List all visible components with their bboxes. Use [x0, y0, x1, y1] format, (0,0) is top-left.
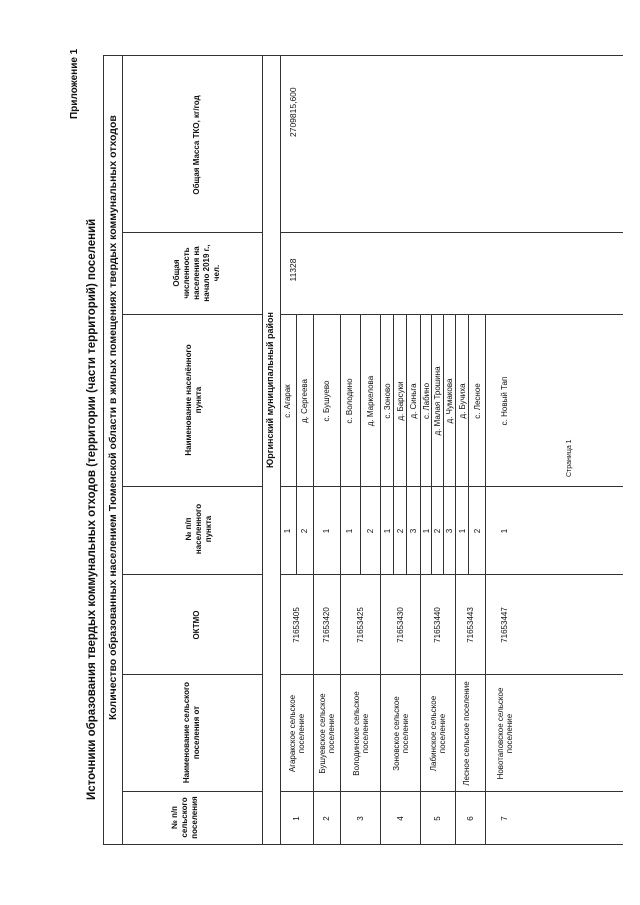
point-num: 2: [396, 528, 405, 534]
row-num: 6: [466, 816, 475, 821]
row-num: 1: [292, 816, 301, 821]
point-name: д. Малая Трошина: [433, 366, 442, 436]
row-num: 3: [356, 816, 365, 821]
point-name: с. Лабино: [422, 382, 431, 420]
row-name: Лабинское сельское поселение: [429, 695, 447, 772]
row-name: Володинское сельское поселение: [352, 691, 370, 776]
point-num: 2: [300, 528, 309, 534]
point-name: д. Чумакова: [445, 378, 454, 424]
row-oktmo: 71653440: [433, 607, 442, 643]
header-settlement: Наименование населённого пункта: [184, 344, 203, 456]
point-name: д. Сергеева: [300, 378, 309, 424]
row-name: Бушуевское сельское поселение: [318, 693, 336, 774]
district-name: Юргинский муниципальный район: [265, 312, 275, 468]
point-num: 1: [458, 528, 467, 534]
point-name: д. Барсуки: [396, 381, 405, 421]
population-total: 11328: [288, 258, 298, 282]
row-oktmo: 71653420: [322, 607, 331, 643]
header-population: Общая численность населения на начало 2019 г., чел.: [172, 244, 221, 302]
row-oktmo: 71653447: [500, 607, 509, 643]
point-num: 1: [345, 528, 354, 534]
header-mass: Общая Масса ТКО, кг/год: [192, 95, 201, 195]
point-num: 1: [422, 528, 431, 534]
row-num: 2: [322, 816, 331, 821]
row-oktmo: 71653405: [292, 607, 301, 643]
point-num: 2: [366, 528, 375, 534]
row-oktmo: 71653425: [356, 607, 365, 643]
row-name: Лесное сельское поселение: [462, 681, 471, 786]
point-name: с. Лесное: [473, 383, 482, 419]
point-name: д. Синьга: [409, 383, 418, 419]
row-num: 7: [500, 816, 509, 821]
point-num: 1: [500, 528, 509, 534]
header-point-num: № п/п населенного пункта: [184, 503, 213, 555]
point-num: 3: [409, 528, 418, 534]
page-footer: Страница 1: [566, 439, 573, 477]
point-name: с. Бушуево: [322, 380, 331, 422]
point-name: д. Маркелова: [366, 375, 375, 427]
row-name: Агаракское сельское поселение: [288, 694, 306, 773]
row-name: Зоновское сельское поселение: [392, 696, 410, 771]
header-num: № п/п сельского поселения: [170, 796, 199, 839]
point-name: с. Володино: [345, 378, 354, 424]
row-num: 4: [396, 816, 405, 821]
point-num: 2: [473, 528, 482, 534]
point-num: 2: [433, 528, 442, 534]
point-name: с. Агарак: [283, 384, 292, 418]
row-oktmo: 71653430: [396, 607, 405, 643]
point-num: 1: [322, 528, 331, 534]
row-num: 5: [433, 816, 442, 821]
row-oktmo: 71653443: [466, 607, 475, 643]
document-title: Источники образования твердых коммунальных отходов (территории (части территорий) поселений: [86, 218, 98, 800]
point-num: 3: [445, 528, 454, 534]
point-num: 1: [283, 528, 292, 534]
header-name: Наименование сельского поселения от: [182, 681, 201, 784]
mass-total: 2709815,600: [288, 87, 298, 137]
header-oktmo: ОКТМО: [192, 610, 201, 640]
point-name: с. Зоново: [383, 383, 392, 419]
point-name: с. Новый Тап: [500, 376, 509, 426]
point-name: д. Бучиха: [458, 383, 467, 419]
row-name: Новотаповское сельское поселение: [496, 687, 514, 780]
appendix-label: Приложение 1: [69, 48, 80, 119]
table-caption: Количество образованных населением Тюменской области в жилых помещениях твердых коммунальных отходов: [107, 115, 119, 720]
point-num: 1: [383, 528, 392, 534]
